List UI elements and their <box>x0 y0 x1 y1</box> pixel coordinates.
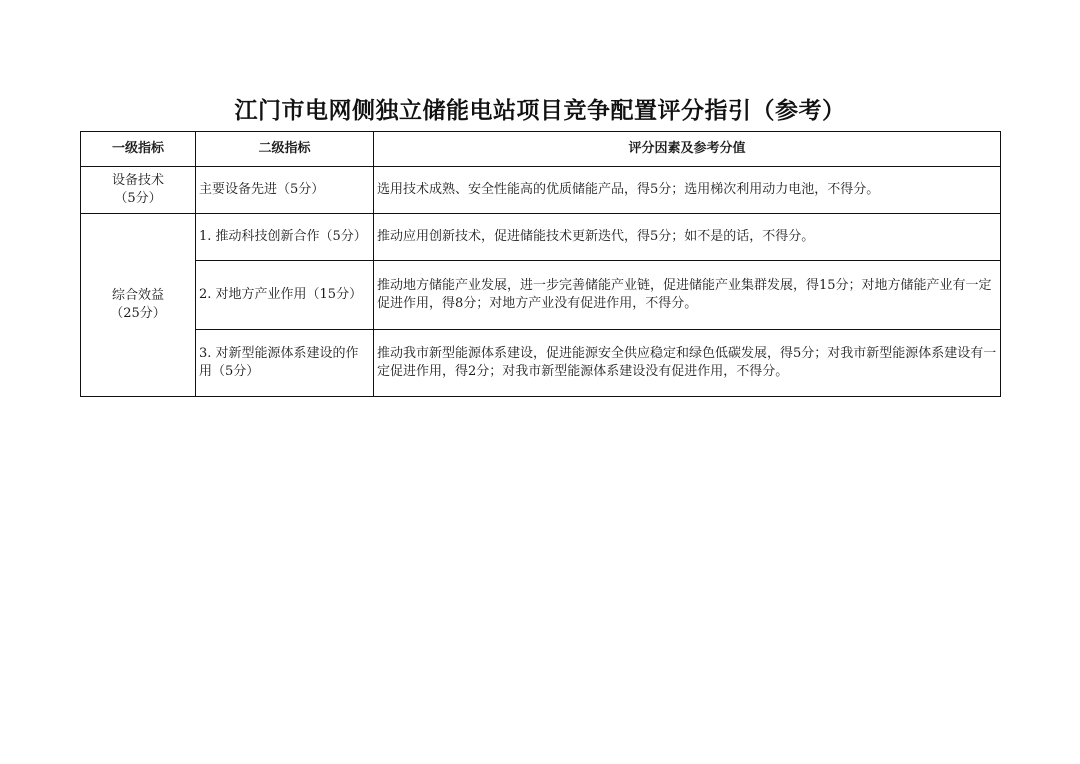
header-level2: 二级指标 <box>196 132 374 167</box>
table-row <box>81 167 1001 214</box>
level2-cell: 主要设备先进（5分） <box>196 167 374 214</box>
table-header-row <box>81 132 1001 167</box>
criteria-cell: 选用技术成熟、安全性能高的优质储能产品，得5分；选用梯次利用动力电池，不得分。 <box>374 167 1001 214</box>
scoring-table <box>80 131 1001 397</box>
level1-cell-equipment <box>81 167 196 214</box>
level2-cell: 3. 对新型能源体系建设的作用（5分） <box>196 330 374 397</box>
level2-cell: 2. 对地方产业作用（15分） <box>196 261 374 330</box>
criteria-cell: 推动我市新型能源体系建设，促进能源安全供应稳定和绿色低碳发展，得5分；对我市新型能源体系建设有一定促进作用，得2分；对我市新型能源体系建设没有促进作用，不得分。 <box>374 330 1001 397</box>
criteria-cell: 推动应用创新技术，促进储能技术更新迭代，得5分；如不是的话，不得分。 <box>374 214 1001 261</box>
level2-cell: 1. 推动科技创新合作（5分） <box>196 214 374 261</box>
table-row <box>81 214 1001 261</box>
table-row <box>81 330 1001 397</box>
document-title: 江门市电网侧独立储能电站项目竞争配置评分指引（参考） <box>234 97 846 124</box>
table-row <box>81 261 1001 330</box>
level1-name: 综合效益 <box>111 288 164 303</box>
level1-cell-benefit <box>81 214 196 397</box>
level1-score: （5分） <box>114 191 162 206</box>
level1-name: 设备技术 <box>111 173 164 188</box>
level1-score: （25分） <box>110 306 166 321</box>
header-criteria: 评分因素及参考分值 <box>374 132 1001 167</box>
header-level1: 一级指标 <box>81 132 196 167</box>
criteria-cell: 推动地方储能产业发展，进一步完善储能产业链，促进储能产业集群发展，得15分；对地方储能产业有一定促进作用，得8分；对地方产业没有促进作用，不得分。 <box>374 261 1001 330</box>
